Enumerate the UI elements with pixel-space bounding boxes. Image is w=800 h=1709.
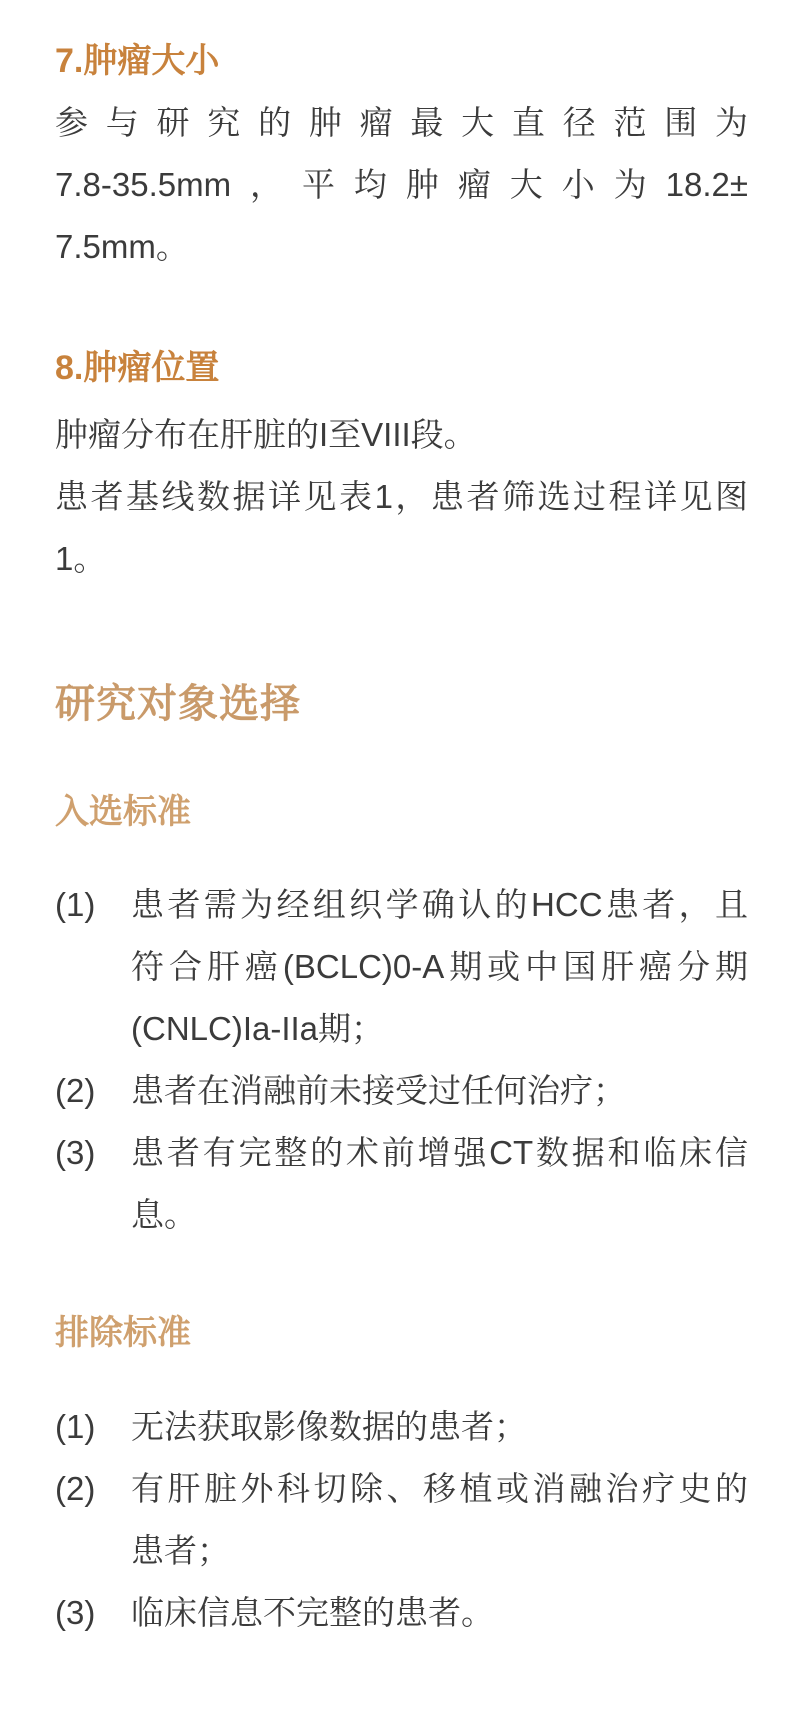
item-line: 患者有完整的术前增强CT数据和临床信 bbox=[131, 1134, 748, 1171]
item-line: 患者需为经组织学确认的HCC患者，且 bbox=[131, 886, 748, 923]
article-page bbox=[0, 38, 800, 1709]
item-text bbox=[131, 1060, 748, 1122]
item-number: (3) bbox=[55, 1134, 96, 1171]
item-line: 患者； bbox=[131, 1532, 230, 1569]
section-subject-selection bbox=[55, 675, 748, 733]
item-line: 有肝脏外科切除、移植或消融治疗史的 bbox=[131, 1470, 748, 1507]
paragraph-line: 1。 bbox=[55, 540, 107, 577]
subject-selection-heading: 研究对象选择 bbox=[55, 681, 301, 726]
tumor-location-paragraph bbox=[55, 404, 748, 590]
item-number: (2) bbox=[55, 1072, 96, 1109]
section-exclusion-criteria bbox=[55, 1310, 748, 1644]
list-item bbox=[55, 1458, 748, 1582]
exclusion-list bbox=[55, 1396, 748, 1644]
list-item bbox=[55, 874, 748, 1060]
list-item bbox=[55, 1060, 748, 1122]
list-item bbox=[55, 1122, 748, 1246]
item-line: 符合肝癌(BCLC)0-A期或中国肝癌分期 bbox=[131, 948, 748, 985]
item-text bbox=[131, 1458, 748, 1582]
item-number: (2) bbox=[55, 1470, 96, 1507]
tumor-size-heading: 7.肿瘤大小 bbox=[55, 42, 220, 80]
item-number: (1) bbox=[55, 1408, 96, 1445]
inclusion-heading: 入选标准 bbox=[55, 793, 191, 831]
item-line: 息。 bbox=[131, 1196, 197, 1233]
item-line: (CNLC)Ia-IIa期； bbox=[131, 1010, 385, 1047]
paragraph-line: 参与研究的肿瘤最大直径范围为 bbox=[55, 104, 748, 141]
item-text bbox=[131, 1582, 748, 1644]
section-inclusion-criteria bbox=[55, 789, 748, 1246]
list-item bbox=[55, 1396, 748, 1458]
item-text bbox=[131, 1122, 748, 1246]
tumor-size-paragraph bbox=[55, 92, 748, 278]
item-number: (3) bbox=[55, 1594, 96, 1631]
item-line: 无法获取影像数据的患者； bbox=[131, 1408, 527, 1445]
exclusion-heading: 排除标准 bbox=[55, 1314, 191, 1352]
item-text bbox=[131, 874, 748, 1060]
paragraph-line: 患者基线数据详见表1，患者筛选过程详见图 bbox=[55, 478, 748, 515]
inclusion-list bbox=[55, 874, 748, 1246]
section-tumor-size bbox=[55, 38, 748, 278]
item-line: 患者在消融前未接受过任何治疗； bbox=[131, 1072, 626, 1109]
item-line: 临床信息不完整的患者。 bbox=[131, 1594, 494, 1631]
section-tumor-location bbox=[55, 345, 748, 590]
paragraph-line: 7.5mm。 bbox=[55, 228, 189, 265]
item-text bbox=[131, 1396, 748, 1458]
item-number: (1) bbox=[55, 886, 96, 923]
list-item bbox=[55, 1582, 748, 1644]
paragraph-line: 7.8-35.5mm，平均肿瘤大小为18.2± bbox=[55, 166, 748, 203]
tumor-location-heading: 8.肿瘤位置 bbox=[55, 349, 220, 387]
paragraph-line: 肿瘤分布在肝脏的I至VIII段。 bbox=[55, 416, 477, 453]
